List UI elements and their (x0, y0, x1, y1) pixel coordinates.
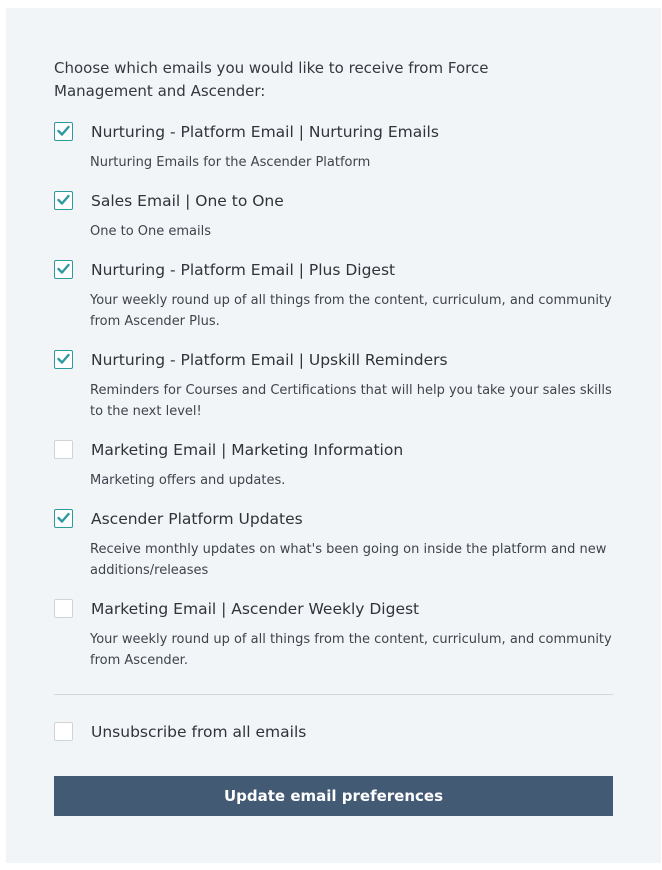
intro-text: Choose which emails you would like to receive from Force Management and Ascender: (54, 59, 489, 100)
unsubscribe-checkbox[interactable] (54, 722, 73, 741)
option-description: Reminders for Courses and Certifications that will help you take your sales skills to the next level! (90, 383, 612, 419)
checkbox[interactable] (54, 122, 73, 141)
update-preferences-button[interactable]: Update email preferences (54, 776, 613, 816)
checkbox[interactable] (54, 350, 73, 369)
option-title[interactable]: Marketing Email | Ascender Weekly Digest (91, 600, 420, 618)
checkmark-icon (57, 353, 70, 365)
option-description: Your weekly round up of all things from the content, curriculum, and community from Ascender Plus. (90, 293, 612, 329)
unsubscribe-label[interactable]: Unsubscribe from all emails (91, 723, 307, 741)
option-title[interactable]: Ascender Platform Updates (91, 510, 303, 528)
divider (54, 694, 613, 695)
checkbox[interactable] (54, 191, 73, 210)
option-description: One to One emails (90, 224, 212, 239)
checkmark-icon (57, 125, 70, 137)
option-description: Nurturing Emails for the Ascender Platform (90, 155, 371, 170)
checkbox[interactable] (54, 260, 73, 279)
option-title[interactable]: Nurturing - Platform Email | Upskill Reminders (91, 351, 448, 369)
checkmark-icon (57, 194, 70, 206)
option-title[interactable]: Sales Email | One to One (91, 192, 284, 210)
checkbox[interactable] (54, 599, 73, 618)
option-title[interactable]: Nurturing - Platform Email | Plus Digest (91, 261, 396, 279)
option-description: Marketing offers and updates. (90, 473, 286, 488)
checkmark-icon (57, 512, 70, 524)
checkmark-icon (57, 263, 70, 275)
option-title[interactable]: Nurturing - Platform Email | Nurturing Emails (91, 123, 439, 141)
checkbox[interactable] (54, 440, 73, 459)
option-description: Your weekly round up of all things from the content, curriculum, and community from Ascender. (90, 632, 612, 668)
checkbox[interactable] (54, 509, 73, 528)
option-title[interactable]: Marketing Email | Marketing Information (91, 441, 404, 459)
option-description: Receive monthly updates on what's been going on inside the platform and new additions/releases (90, 542, 607, 578)
